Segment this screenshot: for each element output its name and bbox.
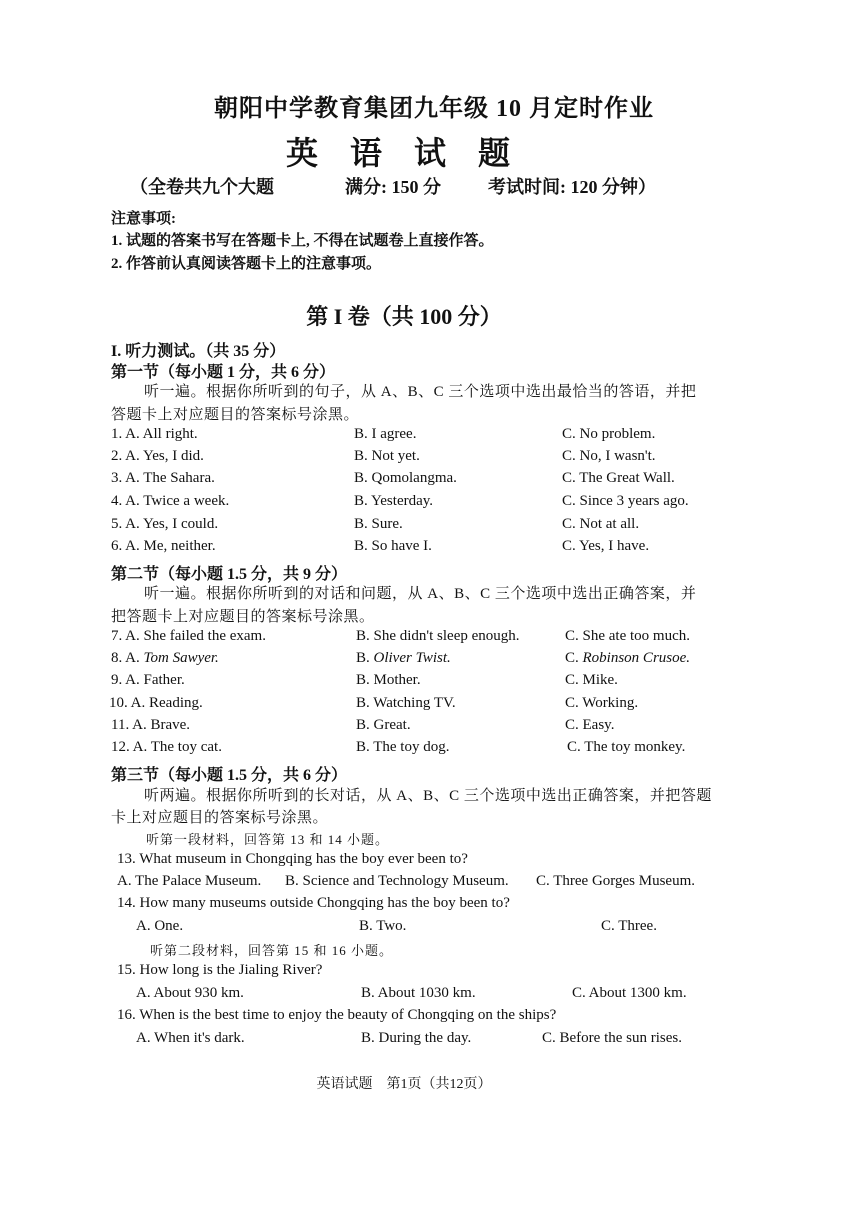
option-b: B. Sure. [354, 516, 403, 532]
exam-title: 朝阳中学教育集团九年级 10 月定时作业 [214, 96, 654, 122]
question-stem: 14. How many museums outside Chongqing has the boy been to? [117, 895, 510, 911]
option-b: B. Qomolangma. [354, 470, 457, 486]
option-c: C. Three. [601, 918, 657, 934]
option-b: B. Science and Technology Museum. [285, 873, 509, 889]
option-b: B. During the day. [361, 1030, 472, 1046]
option-b: B. I agree. [354, 426, 417, 442]
option-a: 9. A. Father. [111, 672, 185, 688]
notice-item-1: 1. 试题的答案书写在答题卡上, 不得在试题卷上直接作答。 [111, 233, 494, 249]
option-c: C. Not at all. [562, 516, 640, 532]
option-c: C. The toy monkey. [567, 739, 686, 755]
option-a: 4. A. Twice a week. [111, 493, 230, 509]
section-instruction: 答题卡上对应题目的答案标号涂黑。 [111, 407, 360, 423]
option-c [565, 650, 690, 667]
option-a: 5. A. Yes, I could. [111, 516, 219, 532]
option-c: C. Working. [565, 695, 639, 711]
section-heading: 第二节（每小题 1.5 分，共 9 分） [111, 566, 348, 583]
exam-info-score: 满分: 150 分 [345, 177, 441, 197]
option-c: C. No problem. [562, 426, 656, 442]
option-c: C. She ate too much. [565, 628, 690, 644]
notice-heading: 注意事项: [111, 211, 176, 227]
option-a: 12. A. The toy cat. [111, 739, 222, 755]
option-a: A. About 930 km. [136, 985, 244, 1001]
option-b: B. The toy dog. [356, 739, 450, 755]
notice-item-2: 2. 作答前认真阅读答题卡上的注意事项。 [111, 256, 382, 272]
option-c: C. Yes, I have. [562, 538, 650, 554]
option-c: C. The Great Wall. [562, 470, 675, 486]
option-b: B. So have I. [354, 538, 432, 554]
option-text: Oliver Twist. [373, 650, 451, 666]
option-b: B. Great. [356, 717, 411, 733]
option-a: 1. A. All right. [111, 426, 198, 442]
volume-title: 第 I 卷（共 100 分） [306, 304, 502, 329]
question-stem: 13. What museum in Chongqing has the boy ever been to? [117, 851, 468, 867]
option-a: 10. A. Reading. [109, 695, 203, 711]
option-a: 7. A. She failed the exam. [111, 628, 266, 644]
option-a: 6. A. Me, neither. [111, 538, 216, 554]
option-c: C. Mike. [565, 672, 618, 688]
material-note: 听第二段材料，回答第 15 和 16 小题。 [150, 943, 394, 958]
exam-info-sections: （全卷共九个大题 [130, 177, 274, 197]
section-heading: 第三节（每小题 1.5 分，共 6 分） [111, 767, 348, 784]
subject-title: 英 语 试 题 [285, 135, 522, 171]
option-b: B. Two. [359, 918, 407, 934]
option-b: B. Yesterday. [354, 493, 434, 509]
option-a: 3. A. The Sahara. [111, 470, 215, 486]
option-text: Robinson Crusoe. [582, 650, 691, 666]
option-a: A. One. [136, 918, 184, 934]
option-text: Tom Sawyer. [143, 650, 219, 666]
option-c: C. Three Gorges Museum. [536, 873, 696, 889]
section-instruction: 听一遍。根据你所听到的对话和问题，从 A、B、C 三个选项中选出正确答案，并 [144, 586, 697, 602]
option-b: B. About 1030 km. [361, 985, 476, 1001]
option-a: A. When it's dark. [136, 1030, 245, 1046]
section-instruction: 卡上对应题目的答案标号涂黑。 [111, 810, 329, 826]
option-b: B. Watching TV. [356, 695, 456, 711]
exam-info-time: 考试时间: 120 分钟） [488, 177, 656, 197]
question-stem: 15. How long is the Jialing River? [117, 962, 323, 978]
option-a: 2. A. Yes, I did. [111, 448, 204, 464]
option-c: C. Since 3 years ago. [562, 493, 689, 509]
option-b: B. Not yet. [354, 448, 420, 464]
option-label: B. [356, 650, 370, 666]
option-c: C. No, I wasn't. [562, 448, 656, 464]
section-instruction: 听两遍。根据你所听到的长对话，从 A、B、C 三个选项中选出正确答案，并把答题 [144, 788, 712, 804]
material-note: 听第一段材料，回答第 13 和 14 小题。 [146, 832, 390, 847]
option-a: 11. A. Brave. [111, 717, 191, 733]
section-instruction: 把答题卡上对应题目的答案标号涂黑。 [111, 609, 375, 625]
question-stem: 16. When is the best time to enjoy the beauty of Chongqing on the ships? [117, 1007, 557, 1023]
option-b: B. She didn't sleep enough. [356, 628, 520, 644]
option-c: C. Before the sun rises. [542, 1030, 682, 1046]
option-a: A. The Palace Museum. [117, 873, 262, 889]
option-label: C. [565, 650, 579, 666]
part-heading: I. 听力测试。（共 35 分） [111, 343, 286, 360]
option-label: 8. A. [111, 650, 140, 666]
page-footer: 英语试题 第1页（共12页） [316, 1077, 492, 1092]
option-c: C. About 1300 km. [572, 985, 687, 1001]
option-a [111, 650, 219, 667]
option-c: C. Easy. [565, 717, 615, 733]
section-heading: 第一节（每小题 1 分，共 6 分） [111, 364, 336, 381]
option-b: B. Mother. [356, 672, 421, 688]
option-b [356, 650, 451, 667]
section-instruction: 听一遍。根据你所听到的句子，从 A、B、C 三个选项中选出最恰当的答语，并把 [144, 384, 697, 400]
